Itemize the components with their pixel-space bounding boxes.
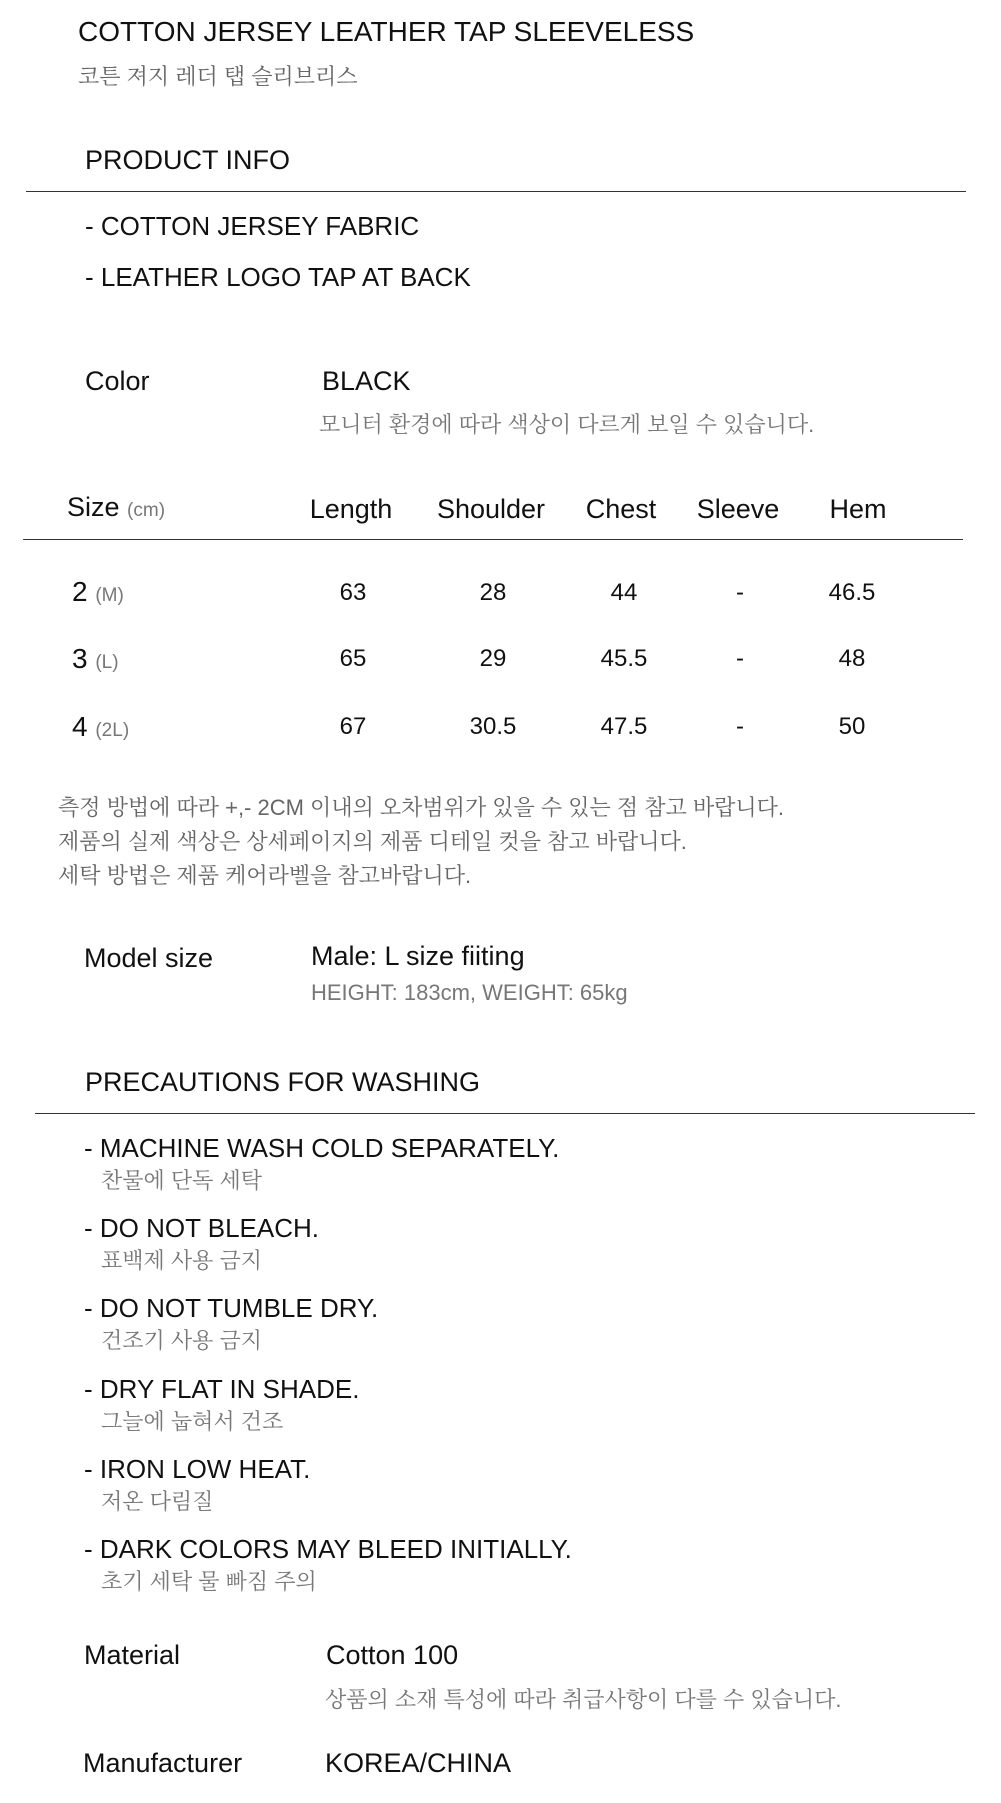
washing-instruction: - DRY FLAT IN SHADE. bbox=[84, 1374, 360, 1404]
size-cell: 65 bbox=[339, 645, 367, 672]
column-header-shoulder: Shoulder bbox=[436, 494, 546, 524]
material-label: Material bbox=[84, 1640, 181, 1670]
color-note: 모니터 환경에 따라 색상이 다르게 보일 수 있습니다. bbox=[319, 412, 815, 437]
washing-instruction: - DARK COLORS MAY BLEED INITIALLY. bbox=[84, 1534, 572, 1564]
column-header-hem: Hem bbox=[829, 494, 887, 524]
size-cell: 28 bbox=[479, 579, 507, 606]
washing-heading: PRECAUTIONS FOR WASHING bbox=[85, 1067, 481, 1097]
washing-instruction-ko: 건조기 사용 금지 bbox=[101, 1328, 262, 1353]
washing-instruction: - DO NOT TUMBLE DRY. bbox=[84, 1293, 379, 1323]
column-header-length: Length bbox=[309, 494, 393, 524]
washing-instruction-ko: 표백제 사용 금지 bbox=[101, 1248, 262, 1273]
size-cell: 46.5 bbox=[828, 579, 876, 606]
washing-instruction-ko: 찬물에 단독 세탁 bbox=[101, 1168, 262, 1193]
product-info-divider bbox=[26, 191, 966, 192]
size-cell: 48 bbox=[838, 645, 866, 672]
color-value: BLACK bbox=[322, 366, 411, 396]
column-header-sleeve: Sleeve bbox=[696, 494, 780, 524]
size-cell: 50 bbox=[838, 713, 866, 740]
model-size-value: Male: L size fiiting bbox=[311, 941, 525, 971]
product-info-heading: PRODUCT INFO bbox=[85, 145, 291, 175]
size-cell: - bbox=[736, 713, 744, 740]
size-heading-label: Size bbox=[67, 492, 120, 522]
color-label: Color bbox=[85, 366, 150, 396]
size-cell: 67 bbox=[339, 713, 367, 740]
product-info-item: - LEATHER LOGO TAP AT BACK bbox=[85, 262, 471, 292]
washing-instruction: - MACHINE WASH COLD SEPARATELY. bbox=[84, 1133, 560, 1163]
washing-instruction: - IRON LOW HEAT. bbox=[84, 1454, 311, 1484]
size-cell: - bbox=[736, 579, 744, 606]
size-row-label: 3 (L) bbox=[72, 643, 119, 674]
washing-divider bbox=[35, 1113, 975, 1114]
manufacturer-value: KOREA/CHINA bbox=[325, 1748, 512, 1778]
size-row-label: 4 (2L) bbox=[72, 711, 130, 742]
washing-instruction-ko: 초기 세탁 물 빠짐 주의 bbox=[101, 1569, 317, 1594]
manufacturer-label: Manufacturer bbox=[83, 1748, 243, 1778]
product-title: COTTON JERSEY LEATHER TAP SLEEVELESS bbox=[78, 16, 695, 47]
size-cell: - bbox=[736, 645, 744, 672]
product-info-item: - COTTON JERSEY FABRIC bbox=[85, 211, 420, 241]
size-cell: 47.5 bbox=[600, 713, 648, 740]
washing-instruction-ko: 저온 다림질 bbox=[101, 1489, 214, 1514]
size-table-divider bbox=[23, 539, 963, 540]
size-cell: 63 bbox=[339, 579, 367, 606]
size-heading-unit: (cm) bbox=[127, 500, 166, 521]
size-cell: 30.5 bbox=[469, 713, 517, 740]
color-disclaimer-note: 제품의 실제 색상은 상세페이지의 제품 디테일 컷을 참고 바랍니다. bbox=[58, 829, 687, 854]
column-header-chest: Chest bbox=[585, 494, 657, 524]
size-cell: 45.5 bbox=[600, 645, 648, 672]
model-measurements: HEIGHT: 183cm, WEIGHT: 65kg bbox=[311, 980, 628, 1005]
size-cell: 44 bbox=[610, 579, 638, 606]
washing-instruction-ko: 그늘에 눕혀서 건조 bbox=[101, 1409, 284, 1434]
washing-instruction: - DO NOT BLEACH. bbox=[84, 1213, 320, 1243]
size-row-label: 2 (M) bbox=[72, 576, 124, 607]
model-size-label: Model size bbox=[84, 943, 214, 973]
product-title-ko: 코튼 져지 레더 탭 슬리브리스 bbox=[78, 64, 358, 89]
material-value: Cotton 100 bbox=[326, 1640, 459, 1670]
measurement-note: 측정 방법에 따라 +,- 2CM 이내의 오차범위가 있을 수 있는 점 참고 바랍니다. bbox=[58, 795, 785, 820]
size-heading bbox=[67, 492, 165, 523]
size-cell: 29 bbox=[479, 645, 507, 672]
material-note: 상품의 소재 특성에 따라 취급사항이 다를 수 있습니다. bbox=[325, 1687, 842, 1712]
care-label-note: 세탁 방법은 제품 케어라벨을 참고바랍니다. bbox=[58, 863, 472, 888]
